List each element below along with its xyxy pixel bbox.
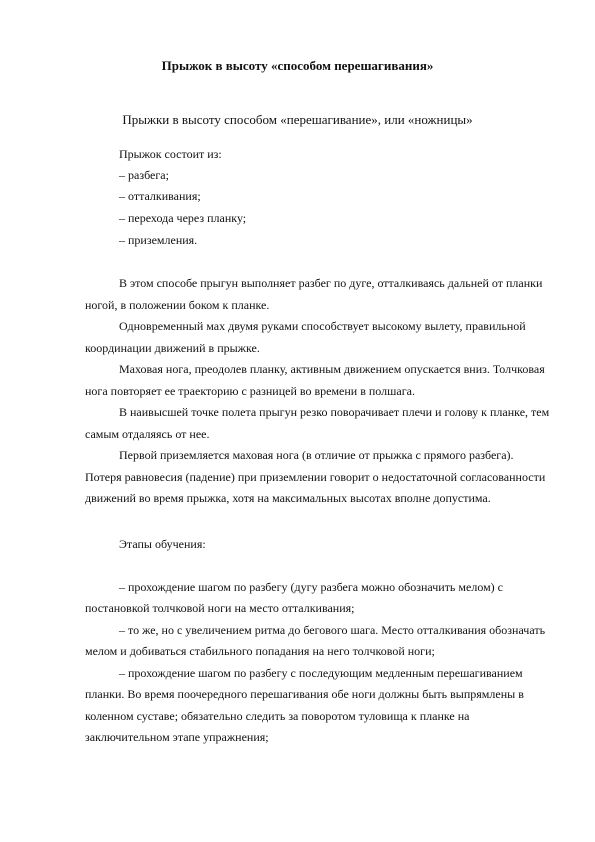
stage-line: коленном суставе; обязательно следить за поворотом туловища к планке на: [85, 709, 470, 723]
stage-line: заключительном этапе упражнения;: [85, 730, 269, 744]
document-subtitle: Прыжки в высоту способом «перешагивание», или «ножницы»: [122, 112, 473, 127]
paragraph-line: В этом способе прыгун выполняет разбег по дуге, отталкиваясь дальней от планки: [119, 276, 543, 290]
paragraph-line: В наивысшей точке полета прыгун резко поворачивает плечи и голову к планке, тем: [119, 405, 550, 419]
paragraph-line: ногой, в положении боком к планке.: [85, 298, 270, 312]
stage-line: – прохождение шагом по разбегу (дугу разбега можно обозначить мелом) с: [119, 580, 503, 594]
paragraph-line: движений во время прыжка, хотя на максимальных высотах вполне допустима.: [85, 491, 491, 505]
stage-line: мелом и добиваться стабильного попадания на него толчковой ноги;: [85, 644, 435, 658]
stages-heading: Этапы обучения:: [119, 537, 206, 551]
intro-item: – приземления.: [119, 233, 198, 247]
paragraph-line: нога повторяет ее траекторию с разницей во времени в полшага.: [85, 384, 415, 398]
paragraph-line: Маховая нога, преодолев планку, активным движением опускается вниз. Толчковая: [119, 362, 545, 376]
intro-lead: Прыжок состоит из:: [119, 147, 222, 161]
paragraph-line: самым отдаляясь от нее.: [85, 427, 210, 441]
stage-line: – то же, но с увеличением ритма до бегового шага. Место отталкивания обозначать: [119, 623, 546, 637]
stage-line: – прохождение шагом по разбегу с последующим медленным перешагиванием: [119, 666, 523, 680]
paragraph-line: координации движений в прыжке.: [85, 341, 260, 355]
document-title: Прыжок в высоту «способом перешагивания»: [161, 58, 434, 73]
paragraph-line: Потеря равновесия (падение) при приземлении говорит о недостаточной согласованности: [85, 470, 546, 484]
intro-item: – разбега;: [119, 168, 169, 182]
intro-item: – отталкивания;: [119, 189, 201, 203]
paragraph-line: Первой приземляется маховая нога (в отличие от прыжка с прямого разбега).: [119, 448, 514, 462]
intro-item: – перехода через планку;: [119, 211, 247, 225]
stage-line: планки. Во время поочередного перешагивания обе ноги должны быть выпрямлены в: [85, 687, 524, 701]
stage-line: постановкой толчковой ноги на место отталкивания;: [85, 601, 355, 615]
paragraph-line: Одновременный мах двумя руками способствует высокому вылету, правильной: [119, 319, 526, 333]
